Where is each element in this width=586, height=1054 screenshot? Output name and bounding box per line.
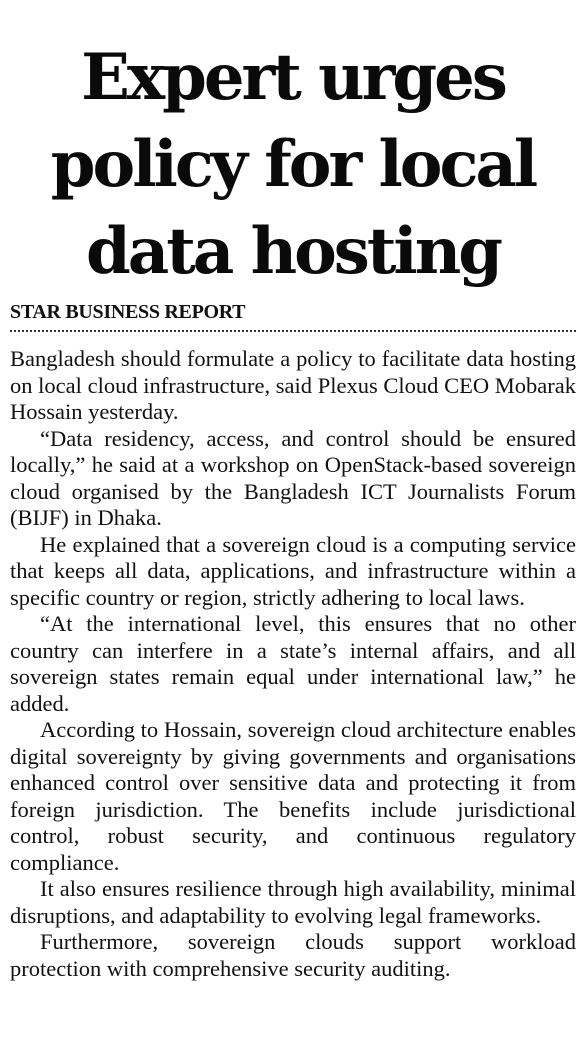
paragraph-1: Bangladesh should formulate a policy to facilitate data hosting on local cloud infrastructure, said Plexus Cloud CEO Mobarak Hossain yesterday. <box>10 346 576 424</box>
dotted-divider <box>10 330 576 332</box>
paragraph-4: “At the international level, this ensures that no other country can interfere in a state’s internal affairs, and all sovereign states remain equal under international law,” he added. <box>10 611 576 716</box>
paragraph-6: It also ensures resilience through high availability, minimal disruptions, and adaptability to evolving legal frameworks. <box>10 876 576 928</box>
headline: Expert urges policy for local data hosting <box>50 40 536 289</box>
paragraph-2: “Data residency, access, and control should be ensured locally,” he said at a workshop on OpenStack-based sovereign cloud organised by the Bangladesh ICT Journalists Forum (BIJF) in Dhaka. <box>10 425 576 530</box>
news-article <box>10 34 576 982</box>
article-body <box>10 346 576 982</box>
byline: STAR BUSINESS REPORT <box>10 301 246 323</box>
paragraph-5: According to Hossain, sovereign cloud architecture enables digital sovereignty by giving governments and organisations enhanced control over sensitive data and protecting it from foreign jurisdiction. The benefits include jurisdictional control, robust security, and continuous regulatory compliance. <box>10 717 576 875</box>
paragraph-7: Furthermore, sovereign clouds support workload protection with comprehensive security auditing. <box>10 929 576 981</box>
paragraph-3: He explained that a sovereign cloud is a computing service that keeps all data, applications, and infrastructure within a specific country or region, strictly adhering to local laws. <box>10 531 576 610</box>
